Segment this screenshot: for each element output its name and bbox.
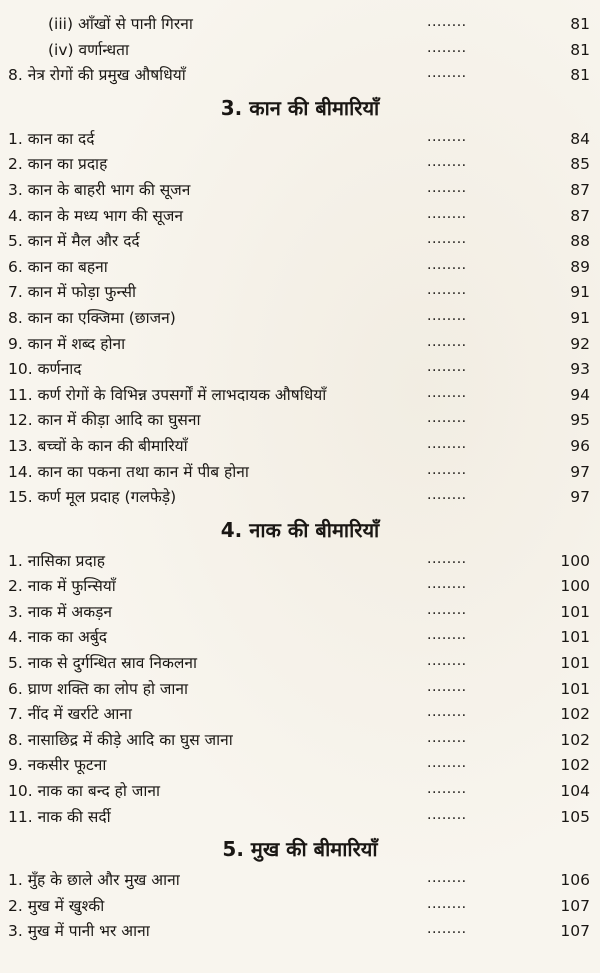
page-number: 100 bbox=[560, 551, 590, 570]
dot-leader: ........ bbox=[427, 870, 467, 887]
toc-entry bbox=[0, 229, 600, 255]
dot-leader: ........ bbox=[427, 678, 467, 695]
page-number: 100 bbox=[560, 577, 590, 596]
toc-entry bbox=[0, 255, 600, 281]
entry-title: 5. नाक से दुर्गन्धित स्राव निकलना bbox=[8, 654, 197, 673]
page-number: 91 bbox=[570, 308, 590, 327]
page-number: 105 bbox=[560, 807, 590, 826]
entry-title: 3. मुख में पानी भर आना bbox=[8, 922, 150, 941]
toc-entry bbox=[0, 152, 600, 178]
page-number: 93 bbox=[570, 360, 590, 379]
toc-entry bbox=[0, 178, 600, 204]
dot-leader: ........ bbox=[427, 601, 467, 618]
dot-leader: ........ bbox=[427, 231, 467, 248]
page-number: 94 bbox=[570, 385, 590, 404]
toc-entry bbox=[0, 127, 600, 153]
page-number: 92 bbox=[570, 334, 590, 353]
page-number: 89 bbox=[570, 257, 590, 276]
page-number: 91 bbox=[570, 283, 590, 302]
dot-leader: ........ bbox=[427, 653, 467, 670]
toc-entry bbox=[0, 408, 600, 434]
dot-leader: ........ bbox=[427, 14, 467, 30]
page-number: 101 bbox=[560, 679, 590, 698]
toc-entry bbox=[0, 894, 600, 920]
entry-title: 9. कान में शब्द होना bbox=[8, 334, 126, 353]
section-heading: 5. मुख की बीमारियाँ bbox=[222, 837, 378, 862]
entry-title: 6. कान का बहना bbox=[8, 257, 108, 276]
toc-entry bbox=[0, 460, 600, 486]
page-number: 106 bbox=[560, 871, 590, 890]
toc-subentry bbox=[0, 12, 600, 38]
page-number: 81 bbox=[570, 66, 590, 85]
entry-title: 11. कर्ण रोगों के विभिन्न उपसर्गों में लाभदायक औषधियाँ bbox=[8, 385, 327, 404]
entry-title: 11. नाक की सर्दी bbox=[8, 807, 111, 826]
page-number: 87 bbox=[570, 206, 590, 225]
entry-title: 7. कान में फोड़ा फुन्सी bbox=[8, 283, 136, 302]
entry-title: 8. कान का एक्जिमा (छाजन) bbox=[8, 308, 176, 327]
page-number: 102 bbox=[560, 705, 590, 724]
dot-leader: ........ bbox=[427, 755, 467, 772]
entry-title: 3. नाक में अकड़न bbox=[8, 602, 113, 621]
page-number: 102 bbox=[560, 730, 590, 749]
toc-entry bbox=[0, 779, 600, 805]
entry-title: 5. कान में मैल और दर्द bbox=[8, 232, 140, 251]
page-number: 104 bbox=[560, 782, 590, 801]
dot-leader: ........ bbox=[427, 179, 467, 196]
section-heading: 4. नाक की बीमारियाँ bbox=[220, 517, 380, 542]
dot-leader: ........ bbox=[427, 307, 467, 324]
page-number: 97 bbox=[570, 462, 590, 481]
entry-title: 8. नासाछिद्र में कीड़े आदि का घुस जाना bbox=[8, 730, 233, 749]
dot-leader: ........ bbox=[427, 205, 467, 222]
entry-title: 13. बच्चों के कान की बीमारियाँ bbox=[8, 436, 188, 455]
dot-leader: ........ bbox=[427, 627, 467, 644]
toc-entry bbox=[0, 868, 600, 894]
page-number: 101 bbox=[560, 628, 590, 647]
toc-entry bbox=[0, 63, 600, 89]
page-number: 81 bbox=[570, 15, 590, 33]
entry-title: 6. घ्राण शक्ति का लोप हो जाना bbox=[8, 679, 189, 698]
entry-title: 4. कान के मध्य भाग की सूजन bbox=[8, 206, 184, 225]
toc-entry bbox=[0, 383, 600, 409]
dot-leader: ........ bbox=[427, 65, 467, 82]
entry-title: 1. नासिका प्रदाह bbox=[8, 551, 105, 570]
dot-leader: ........ bbox=[427, 128, 467, 145]
toc-entry bbox=[0, 204, 600, 230]
dot-leader: ........ bbox=[427, 487, 467, 504]
entry-title: (iii) आँखों से पानी गिरना bbox=[48, 15, 193, 33]
toc-entry bbox=[0, 600, 600, 626]
dot-leader: ........ bbox=[427, 704, 467, 721]
dot-leader: ........ bbox=[427, 576, 467, 593]
page-number: 95 bbox=[570, 411, 590, 430]
toc-entry bbox=[0, 702, 600, 728]
entry-title: 15. कर्ण मूल प्रदाह (गलफेड़े) bbox=[8, 488, 177, 507]
entry-title: 3. कान के बाहरी भाग की सूजन bbox=[8, 180, 191, 199]
toc-entry bbox=[0, 574, 600, 600]
toc-entry bbox=[0, 919, 600, 945]
entry-title: 12. कान में कीड़ा आदि का घुसना bbox=[8, 411, 201, 430]
entry-title: (iv) वर्णान्धता bbox=[48, 40, 130, 59]
toc-entry bbox=[0, 306, 600, 332]
section-heading: 3. कान की बीमारियाँ bbox=[220, 95, 380, 120]
entry-title: 7. नींद में खर्राटे आना bbox=[8, 705, 132, 724]
entry-title: 1. मुँह के छाले और मुख आना bbox=[8, 871, 180, 890]
entry-title: 2. नाक में फुन्सियाँ bbox=[8, 577, 116, 596]
toc-entry bbox=[0, 677, 600, 703]
page-number: 88 bbox=[570, 232, 590, 251]
dot-leader: ........ bbox=[427, 410, 467, 427]
page-number: 85 bbox=[570, 155, 590, 174]
dot-leader: ........ bbox=[427, 384, 467, 401]
toc-entry bbox=[0, 728, 600, 754]
dot-leader: ........ bbox=[427, 256, 467, 273]
dot-leader: ........ bbox=[427, 895, 467, 912]
dot-leader: ........ bbox=[427, 154, 467, 171]
toc-entry bbox=[0, 753, 600, 779]
toc-entry bbox=[0, 485, 600, 511]
dot-leader: ........ bbox=[427, 781, 467, 798]
table-of-contents bbox=[0, 12, 600, 945]
page-number: 101 bbox=[560, 654, 590, 673]
entry-title: 9. नकसीर फूटना bbox=[8, 756, 107, 775]
dot-leader: ........ bbox=[427, 729, 467, 746]
page-number: 97 bbox=[570, 488, 590, 507]
dot-leader: ........ bbox=[427, 359, 467, 376]
dot-leader: ........ bbox=[427, 282, 467, 299]
entry-title: 4. नाक का अर्बुद bbox=[8, 628, 107, 647]
dot-leader: ........ bbox=[427, 435, 467, 452]
toc-entry bbox=[0, 357, 600, 383]
entry-title: 1. कान का दर्द bbox=[8, 129, 95, 148]
dot-leader: ........ bbox=[427, 921, 467, 938]
entry-title: 10. कर्णनाद bbox=[8, 360, 82, 379]
dot-leader: ........ bbox=[427, 806, 467, 823]
entry-title: 10. नाक का बन्द हो जाना bbox=[8, 782, 160, 801]
toc-entry bbox=[0, 651, 600, 677]
dot-leader: ........ bbox=[427, 333, 467, 350]
page-number: 102 bbox=[560, 756, 590, 775]
dot-leader: ........ bbox=[427, 550, 467, 567]
entry-title: 2. मुख में खुश्की bbox=[8, 896, 105, 915]
page-number: 101 bbox=[560, 602, 590, 621]
toc-entry bbox=[0, 332, 600, 358]
page-number: 107 bbox=[560, 896, 590, 915]
dot-leader: ........ bbox=[427, 39, 467, 56]
entry-title: 8. नेत्र रोगों की प्रमुख औषधियाँ bbox=[8, 66, 186, 85]
page-number: 84 bbox=[570, 129, 590, 148]
toc-entry bbox=[0, 549, 600, 575]
entry-title: 2. कान का प्रदाह bbox=[8, 155, 108, 174]
page-number: 87 bbox=[570, 180, 590, 199]
dot-leader: ........ bbox=[427, 461, 467, 478]
toc-entry bbox=[0, 434, 600, 460]
entry-title: 14. कान का पकना तथा कान में पीब होना bbox=[8, 462, 249, 481]
page-number: 107 bbox=[560, 922, 590, 941]
page-number: 96 bbox=[570, 436, 590, 455]
toc-entry bbox=[0, 625, 600, 651]
toc-entry bbox=[0, 280, 600, 306]
page-number: 81 bbox=[570, 40, 590, 59]
toc-entry bbox=[0, 805, 600, 831]
toc-subentry bbox=[0, 38, 600, 64]
